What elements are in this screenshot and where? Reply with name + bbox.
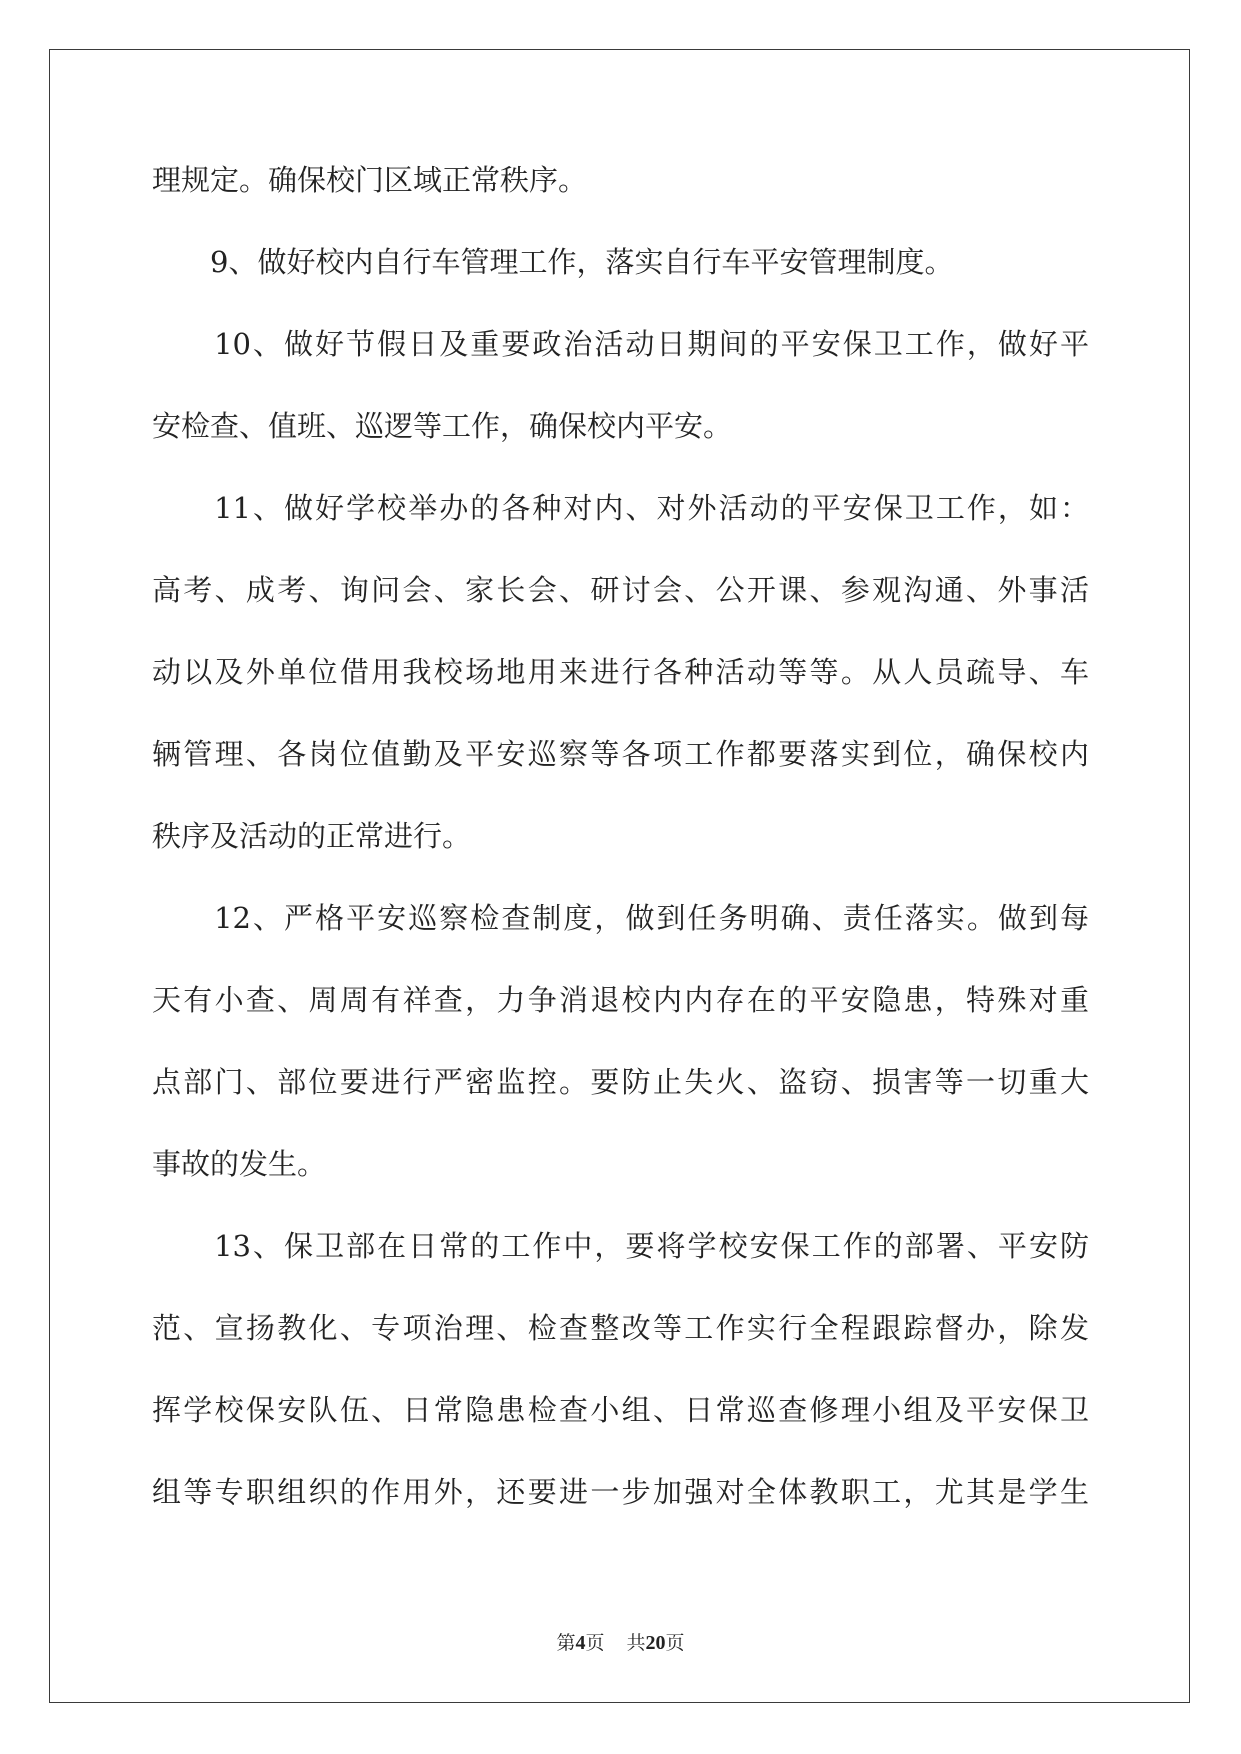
text-line: 辆管理、各岗位值勤及平安巡察等各项工作都要落实到位，确保校内: [152, 737, 1089, 771]
text-line: 高考、成考、询问会、家长会、研讨会、公开课、参观沟通、外事活: [152, 573, 1089, 607]
page-number-prefix: 第: [556, 1632, 576, 1654]
text-line: 挥学校保安队伍、日常隐患检查小组、日常巡查修理小组及平安保卫: [152, 1393, 1089, 1427]
text-line: 11、做好学校举办的各种对内、对外活动的平安保卫工作，如：: [152, 491, 1089, 525]
text-line: 组等专职组织的作用外，还要进一步加强对全体教职工，尤其是学生: [152, 1475, 1089, 1509]
text-line: 天有小查、周周有祥查，力争消退校内内存在的平安隐患，特殊对重: [152, 983, 1089, 1017]
text-line: 点部门、部位要进行严密监控。要防止失火、盗窃、损害等一切重大: [152, 1065, 1089, 1099]
text-line: 事故的发生。: [152, 1147, 327, 1181]
text-line: 理规定。确保校门区域正常秩序。: [152, 163, 588, 197]
text-line: 动以及外单位借用我校场地用来进行各种活动等等。从人员疏导、车: [152, 655, 1089, 689]
text-line: 9、做好校内自行车管理工作，落实自行车平安管理制度。: [152, 245, 954, 279]
total-prefix: 共: [626, 1632, 646, 1654]
total-pages-number: 20: [645, 1632, 666, 1654]
page-word: 页: [585, 1632, 605, 1654]
text-line: 12、严格平安巡察检查制度，做到任务明确、责任落实。做到每: [152, 901, 1089, 935]
document-body: [152, 160, 1089, 1554]
text-line: 范、宣扬教化、专项治理、检查整改等工作实行全程跟踪督办，除发: [152, 1311, 1089, 1345]
total-suffix: 页: [665, 1632, 685, 1654]
page-footer: [0, 1628, 1241, 1655]
current-page-number: 4: [575, 1632, 586, 1654]
text-line: 秩序及活动的正常进行。: [152, 819, 472, 853]
text-line: 安检查、值班、巡逻等工作，确保校内平安。: [152, 409, 733, 443]
text-line: 10、做好节假日及重要政治活动日期间的平安保卫工作，做好平: [152, 327, 1089, 361]
text-line: 13、保卫部在日常的工作中，要将学校安保工作的部署、平安防: [152, 1229, 1089, 1263]
